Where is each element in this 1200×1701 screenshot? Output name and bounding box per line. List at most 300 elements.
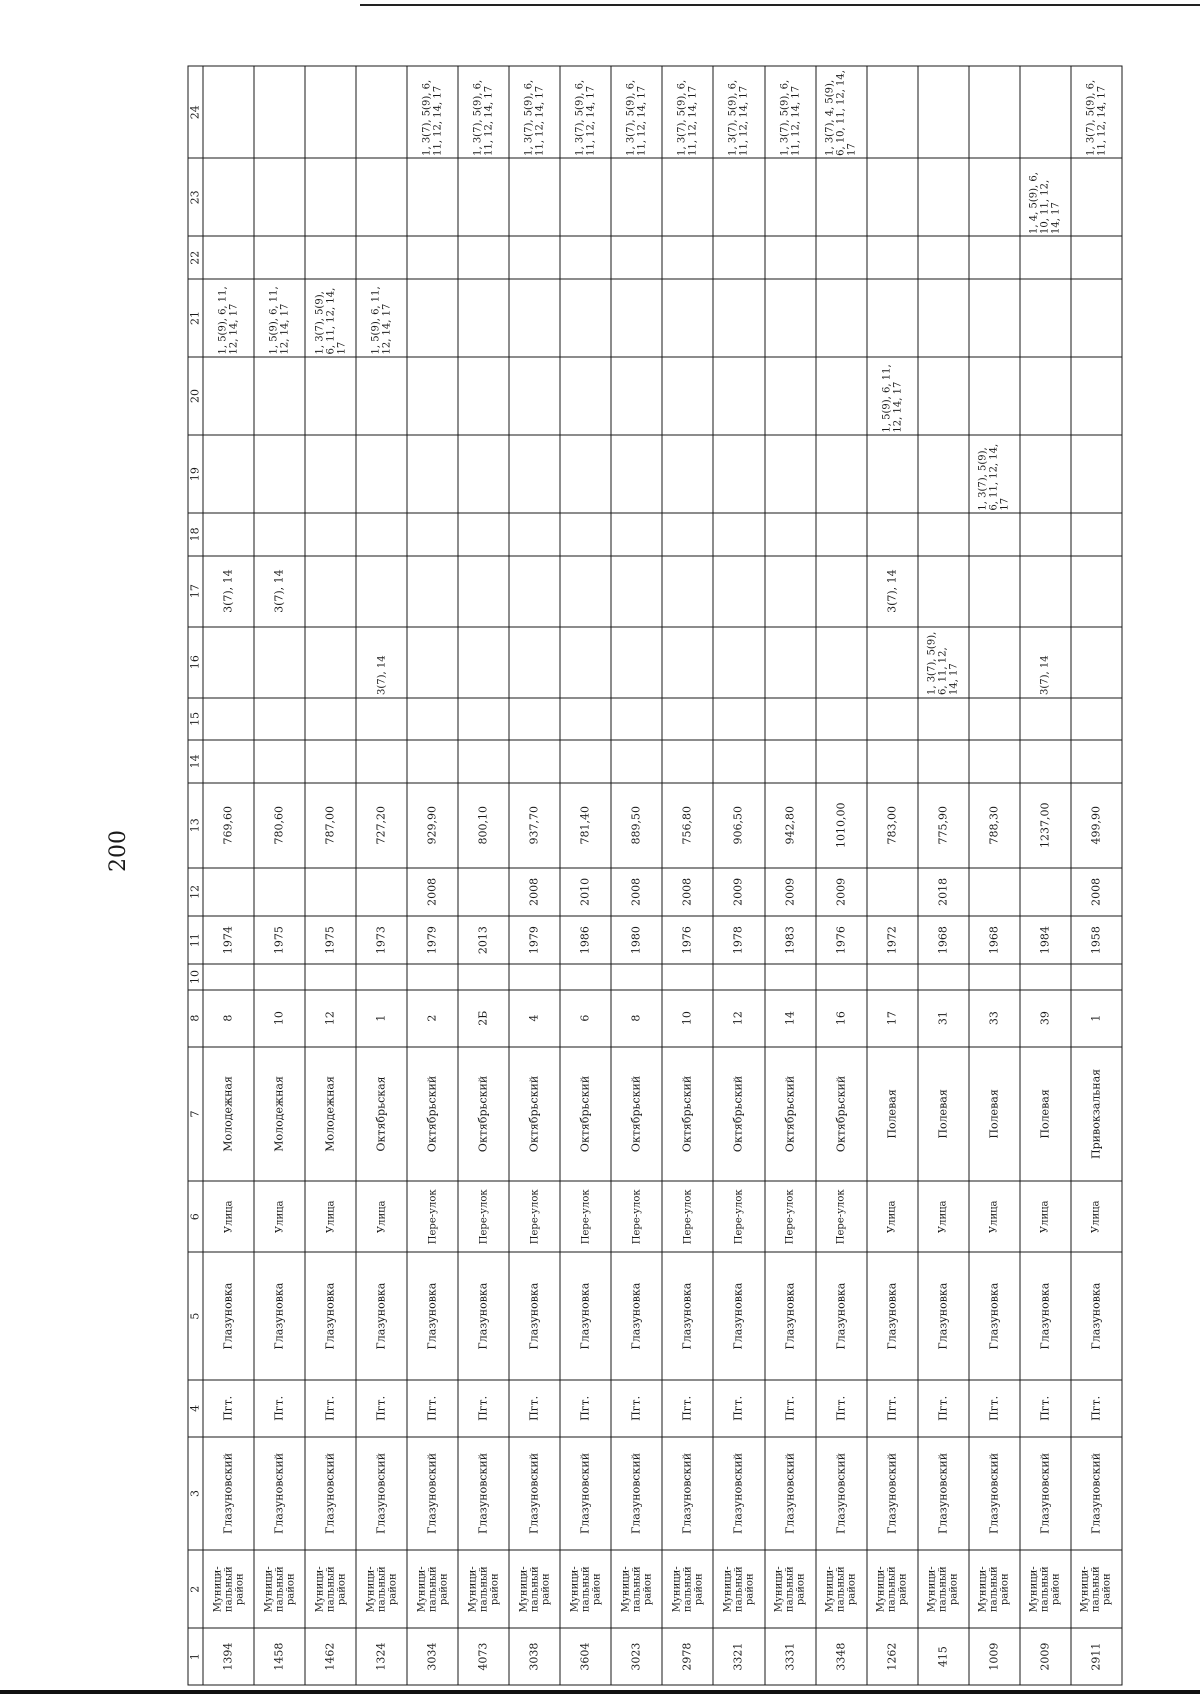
cell-16: [458, 627, 509, 698]
cell-19: [713, 435, 764, 513]
cell-17: [458, 556, 509, 627]
cell-1: 415: [918, 1628, 969, 1685]
cell-13: 781,40: [560, 783, 611, 868]
cell-2: Муници-пальный район: [918, 1550, 969, 1628]
cell-6: Пере-улок: [816, 1181, 867, 1252]
cell-3: Глазуновский: [816, 1437, 867, 1551]
cell-13: 889,50: [611, 783, 662, 868]
cell-5: Глазуновка: [560, 1252, 611, 1380]
column-header-15: 15: [188, 698, 203, 741]
cell-8: 12: [713, 990, 764, 1047]
cell-24: [867, 66, 918, 158]
cell-17: [1020, 556, 1071, 627]
cell-15: [203, 698, 254, 741]
cell-21: 1, 3(7), 5(9), 6, 11, 12, 14, 17: [305, 279, 356, 357]
table-row: [867, 66, 918, 1685]
cell-4: Пгт.: [662, 1380, 713, 1437]
cell-3: Глазуновский: [611, 1437, 662, 1551]
cell-23: [918, 158, 969, 236]
cell-6: Пере-улок: [560, 1181, 611, 1252]
cell-20: [1020, 357, 1071, 435]
cell-17: 3(7), 14: [203, 556, 254, 627]
cell-18: [356, 513, 407, 556]
cell-1: 1262: [867, 1628, 918, 1685]
cell-23: [713, 158, 764, 236]
cell-19: [458, 435, 509, 513]
cell-5: Глазуновка: [254, 1252, 305, 1380]
cell-17: [407, 556, 458, 627]
cell-15: [611, 698, 662, 741]
cell-22: [305, 236, 356, 279]
cell-6: Улица: [969, 1181, 1020, 1252]
cell-7: Октябрьский: [662, 1047, 713, 1182]
cell-14: [713, 740, 764, 783]
cell-4: Пгт.: [816, 1380, 867, 1437]
cell-17: 3(7), 14: [867, 556, 918, 627]
cell-6: Пере-улок: [458, 1181, 509, 1252]
cell-20: [662, 357, 713, 435]
cell-19: [611, 435, 662, 513]
cell-21: [458, 279, 509, 357]
column-header-10: 10: [188, 964, 203, 990]
cell-4: Пгт.: [509, 1380, 560, 1437]
cell-21: 1, 5(9), 6, 11, 12, 14, 17: [356, 279, 407, 357]
cell-7: Полевая: [867, 1047, 918, 1182]
cell-17: [713, 556, 764, 627]
cell-8: 1: [356, 990, 407, 1047]
cell-12: 2018: [918, 868, 969, 916]
cell-12: [254, 868, 305, 916]
cell-20: [407, 357, 458, 435]
cell-15: [509, 698, 560, 741]
cell-23: [254, 158, 305, 236]
column-header-4: 4: [188, 1380, 203, 1437]
cell-3: Глазуновский: [458, 1437, 509, 1551]
cell-2: Муници-пальный район: [611, 1550, 662, 1628]
cell-23: [816, 158, 867, 236]
cell-18: [458, 513, 509, 556]
cell-5: Глазуновка: [458, 1252, 509, 1380]
cell-1: 3604: [560, 1628, 611, 1685]
cell-17: [305, 556, 356, 627]
cell-12: [969, 868, 1020, 916]
cell-22: [356, 236, 407, 279]
cell-14: [203, 740, 254, 783]
cell-2: Муници-пальный район: [560, 1550, 611, 1628]
cell-19: [918, 435, 969, 513]
cell-23: [458, 158, 509, 236]
cell-23: [407, 158, 458, 236]
cell-3: Глазуновский: [1020, 1437, 1071, 1551]
column-header-7: 7: [188, 1047, 203, 1182]
cell-10: [867, 964, 918, 990]
cell-1: 3321: [713, 1628, 764, 1685]
cell-20: [458, 357, 509, 435]
cell-6: Улица: [918, 1181, 969, 1252]
cell-8: 39: [1020, 990, 1071, 1047]
cell-17: 3(7), 14: [254, 556, 305, 627]
cell-7: Полевая: [969, 1047, 1020, 1182]
cell-11: 1984: [1020, 916, 1071, 964]
housing-register-table: [188, 66, 1123, 1686]
cell-18: [611, 513, 662, 556]
cell-1: 3348: [816, 1628, 867, 1685]
cell-1: 2009: [1020, 1628, 1071, 1685]
cell-15: [765, 698, 816, 741]
cell-18: [816, 513, 867, 556]
cell-4: Пгт.: [867, 1380, 918, 1437]
cell-5: Глазуновка: [1071, 1252, 1122, 1380]
cell-11: 1973: [356, 916, 407, 964]
cell-15: [867, 698, 918, 741]
table-row: [254, 66, 305, 1685]
table-row: [458, 66, 509, 1685]
cell-18: [918, 513, 969, 556]
cell-6: Улица: [1071, 1181, 1122, 1252]
cell-1: 3034: [407, 1628, 458, 1685]
table-row: [816, 66, 867, 1685]
cell-3: Глазуновский: [560, 1437, 611, 1551]
cell-3: Глазуновский: [969, 1437, 1020, 1551]
cell-24: [918, 66, 969, 158]
cell-17: [765, 556, 816, 627]
cell-24: 1, 3(7), 5(9), 6, 11, 12, 14, 17: [458, 66, 509, 158]
cell-19: [816, 435, 867, 513]
column-header-17: 17: [188, 556, 203, 627]
cell-14: [918, 740, 969, 783]
cell-6: Пере-улок: [407, 1181, 458, 1252]
cell-11: 1972: [867, 916, 918, 964]
cell-6: Улица: [305, 1181, 356, 1252]
cell-12: [203, 868, 254, 916]
cell-11: 1983: [765, 916, 816, 964]
cell-11: 2013: [458, 916, 509, 964]
table-row: [611, 66, 662, 1685]
cell-16: [713, 627, 764, 698]
cell-10: [1020, 964, 1071, 990]
cell-21: [765, 279, 816, 357]
cell-21: [611, 279, 662, 357]
cell-10: [356, 964, 407, 990]
cell-4: Пгт.: [969, 1380, 1020, 1437]
cell-4: Пгт.: [407, 1380, 458, 1437]
cell-4: Пгт.: [305, 1380, 356, 1437]
cell-3: Глазуновский: [867, 1437, 918, 1551]
cell-23: [560, 158, 611, 236]
cell-22: [713, 236, 764, 279]
table-row: [662, 66, 713, 1685]
cell-4: Пгт.: [560, 1380, 611, 1437]
cell-7: Молодежная: [254, 1047, 305, 1182]
cell-2: Муници-пальный район: [509, 1550, 560, 1628]
cell-19: [560, 435, 611, 513]
cell-5: Глазуновка: [765, 1252, 816, 1380]
cell-22: [458, 236, 509, 279]
cell-24: [305, 66, 356, 158]
cell-4: Пгт.: [1071, 1380, 1122, 1437]
cell-8: 8: [611, 990, 662, 1047]
cell-8: 10: [662, 990, 713, 1047]
cell-22: [662, 236, 713, 279]
cell-12: [458, 868, 509, 916]
cell-15: [407, 698, 458, 741]
cell-21: 1, 5(9), 6, 11, 12, 14, 17: [254, 279, 305, 357]
cell-16: [662, 627, 713, 698]
table-row: [407, 66, 458, 1685]
cell-24: 1, 3(7), 5(9), 6, 11, 12, 14, 17: [1071, 66, 1122, 158]
cell-7: Молодежная: [305, 1047, 356, 1182]
cell-7: Октябрьская: [356, 1047, 407, 1182]
cell-3: Глазуновский: [765, 1437, 816, 1551]
cell-22: [918, 236, 969, 279]
cell-24: 1, 3(7), 5(9), 6, 11, 12, 14, 17: [662, 66, 713, 158]
cell-1: 1458: [254, 1628, 305, 1685]
cell-23: 1, 4, 5(9), 6, 10, 11, 12, 14, 17: [1020, 158, 1071, 236]
cell-11: 1986: [560, 916, 611, 964]
cell-23: [867, 158, 918, 236]
cell-3: Глазуновский: [356, 1437, 407, 1551]
column-header-22: 22: [188, 236, 203, 279]
cell-5: Глазуновка: [713, 1252, 764, 1380]
column-header-11: 11: [188, 916, 203, 964]
cell-24: 1, 3(7), 5(9), 6, 11, 12, 14, 17: [560, 66, 611, 158]
cell-7: Октябрьский: [765, 1047, 816, 1182]
cell-7: Октябрьский: [816, 1047, 867, 1182]
cell-10: [509, 964, 560, 990]
column-header-12: 12: [188, 868, 203, 916]
cell-21: [867, 279, 918, 357]
cell-15: [254, 698, 305, 741]
cell-18: [407, 513, 458, 556]
table-row: [969, 66, 1020, 1685]
cell-20: [305, 357, 356, 435]
cell-18: [203, 513, 254, 556]
cell-2: Муници-пальный район: [458, 1550, 509, 1628]
cell-22: [509, 236, 560, 279]
cell-12: [356, 868, 407, 916]
cell-6: Пере-улок: [713, 1181, 764, 1252]
cell-14: [509, 740, 560, 783]
cell-4: Пгт.: [458, 1380, 509, 1437]
cell-21: [1020, 279, 1071, 357]
cell-14: [611, 740, 662, 783]
cell-12: 2009: [713, 868, 764, 916]
column-header-5: 5: [188, 1252, 203, 1380]
cell-16: [765, 627, 816, 698]
cell-16: [305, 627, 356, 698]
cell-18: [662, 513, 713, 556]
cell-5: Глазуновка: [1020, 1252, 1071, 1380]
table-row: [509, 66, 560, 1685]
cell-3: Глазуновский: [254, 1437, 305, 1551]
cell-20: [203, 357, 254, 435]
cell-13: 769,60: [203, 783, 254, 868]
rotated-table-container: [188, 66, 1123, 1686]
cell-5: Глазуновка: [867, 1252, 918, 1380]
cell-19: [662, 435, 713, 513]
cell-13: 783,00: [867, 783, 918, 868]
cell-15: [918, 698, 969, 741]
cell-7: Октябрьский: [407, 1047, 458, 1182]
cell-22: [765, 236, 816, 279]
cell-10: [765, 964, 816, 990]
cell-21: [713, 279, 764, 357]
cell-13: 756,80: [662, 783, 713, 868]
cell-6: Пере-улок: [611, 1181, 662, 1252]
cell-24: 1, 3(7), 5(9), 6, 11, 12, 14, 17: [611, 66, 662, 158]
cell-14: [765, 740, 816, 783]
column-header-19: 19: [188, 435, 203, 513]
cell-14: [458, 740, 509, 783]
cell-15: [458, 698, 509, 741]
cell-23: [203, 158, 254, 236]
cell-3: Глазуновский: [918, 1437, 969, 1551]
cell-7: Октябрьский: [560, 1047, 611, 1182]
cell-5: Глазуновка: [407, 1252, 458, 1380]
cell-24: [969, 66, 1020, 158]
cell-18: [765, 513, 816, 556]
cell-20: [560, 357, 611, 435]
cell-13: 1010,00: [816, 783, 867, 868]
cell-6: Пере-улок: [509, 1181, 560, 1252]
cell-11: 1976: [662, 916, 713, 964]
cell-18: [509, 513, 560, 556]
cell-21: [969, 279, 1020, 357]
cell-13: 780,60: [254, 783, 305, 868]
cell-13: 906,50: [713, 783, 764, 868]
cell-2: Муници-пальный район: [305, 1550, 356, 1628]
cell-10: [918, 964, 969, 990]
column-header-24: 24: [188, 66, 203, 158]
cell-15: [356, 698, 407, 741]
cell-11: 1976: [816, 916, 867, 964]
cell-7: Молодежная: [203, 1047, 254, 1182]
column-header-14: 14: [188, 740, 203, 783]
cell-15: [1020, 698, 1071, 741]
cell-19: [1071, 435, 1122, 513]
cell-18: [713, 513, 764, 556]
cell-14: [1071, 740, 1122, 783]
cell-19: [254, 435, 305, 513]
table-row: [713, 66, 764, 1685]
cell-2: Муници-пальный район: [816, 1550, 867, 1628]
cell-16: [203, 627, 254, 698]
table-row: [1020, 66, 1071, 1685]
cell-15: [662, 698, 713, 741]
table-row: [765, 66, 816, 1685]
cell-3: Глазуновский: [305, 1437, 356, 1551]
cell-4: Пгт.: [765, 1380, 816, 1437]
cell-16: [969, 627, 1020, 698]
cell-16: [254, 627, 305, 698]
cell-19: [407, 435, 458, 513]
cell-18: [867, 513, 918, 556]
cell-24: 1, 3(7), 5(9), 6, 11, 12, 14, 17: [509, 66, 560, 158]
column-header-20: 20: [188, 357, 203, 435]
cell-11: 1968: [969, 916, 1020, 964]
cell-13: 775,90: [918, 783, 969, 868]
table-row: [305, 66, 356, 1685]
cell-22: [611, 236, 662, 279]
cell-22: [969, 236, 1020, 279]
header-row: [188, 66, 203, 1685]
cell-8: 17: [867, 990, 918, 1047]
cell-19: [765, 435, 816, 513]
cell-16: [816, 627, 867, 698]
cell-19: [203, 435, 254, 513]
cell-11: 1975: [305, 916, 356, 964]
cell-11: 1980: [611, 916, 662, 964]
cell-2: Муници-пальный район: [713, 1550, 764, 1628]
cell-6: Улица: [1020, 1181, 1071, 1252]
cell-17: [816, 556, 867, 627]
cell-3: Глазуновский: [203, 1437, 254, 1551]
cell-24: [356, 66, 407, 158]
bottom-rule: [0, 1690, 1200, 1694]
cell-20: [918, 357, 969, 435]
cell-14: [662, 740, 713, 783]
cell-1: 1394: [203, 1628, 254, 1685]
cell-1: 2911: [1071, 1628, 1122, 1685]
cell-10: [560, 964, 611, 990]
cell-12: 2009: [816, 868, 867, 916]
cell-5: Глазуновка: [816, 1252, 867, 1380]
cell-12: 2008: [611, 868, 662, 916]
cell-11: 1974: [203, 916, 254, 964]
cell-17: [560, 556, 611, 627]
cell-5: Глазуновка: [969, 1252, 1020, 1380]
cell-21: [1071, 279, 1122, 357]
cell-2: Муници-пальный район: [969, 1550, 1020, 1628]
cell-11: 1978: [713, 916, 764, 964]
cell-23: [969, 158, 1020, 236]
cell-4: Пгт.: [203, 1380, 254, 1437]
cell-23: [611, 158, 662, 236]
cell-2: Муници-пальный район: [662, 1550, 713, 1628]
cell-20: [611, 357, 662, 435]
cell-16: [407, 627, 458, 698]
cell-8: 10: [254, 990, 305, 1047]
cell-6: Улица: [203, 1181, 254, 1252]
cell-23: [356, 158, 407, 236]
cell-12: 2008: [407, 868, 458, 916]
cell-5: Глазуновка: [611, 1252, 662, 1380]
cell-8: 33: [969, 990, 1020, 1047]
cell-21: [509, 279, 560, 357]
cell-14: [305, 740, 356, 783]
table-row: [203, 66, 254, 1685]
table-body: [203, 66, 1122, 1685]
cell-7: Полевая: [1020, 1047, 1071, 1182]
top-rule: [360, 4, 1200, 6]
cell-8: 12: [305, 990, 356, 1047]
cell-1: 1462: [305, 1628, 356, 1685]
cell-3: Глазуновский: [662, 1437, 713, 1551]
cell-3: Глазуновский: [509, 1437, 560, 1551]
cell-6: Улица: [356, 1181, 407, 1252]
cell-10: [305, 964, 356, 990]
cell-18: [1020, 513, 1071, 556]
cell-6: Пере-улок: [662, 1181, 713, 1252]
cell-12: [867, 868, 918, 916]
cell-20: [969, 357, 1020, 435]
cell-15: [969, 698, 1020, 741]
cell-14: [816, 740, 867, 783]
cell-14: [254, 740, 305, 783]
cell-24: 1, 3(7), 4, 5(9), 6, 10, 11, 12, 14, 17: [816, 66, 867, 158]
cell-5: Глазуновка: [509, 1252, 560, 1380]
cell-13: 727,20: [356, 783, 407, 868]
